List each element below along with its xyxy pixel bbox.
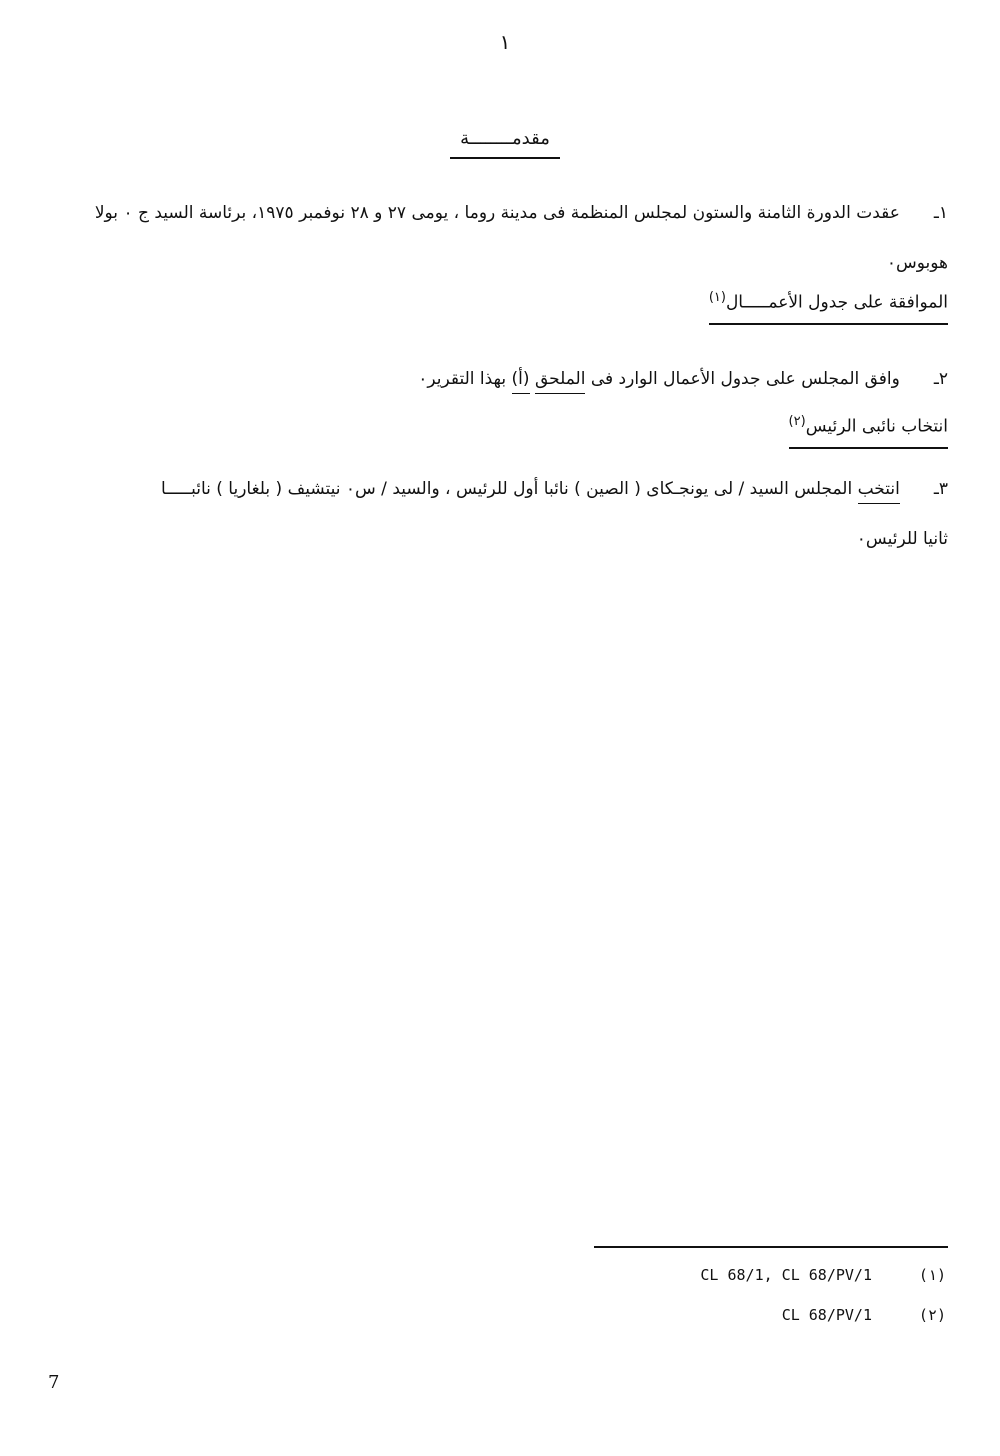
section-heading <box>420 128 590 159</box>
paragraph-3 <box>28 464 948 564</box>
paragraph-1 <box>28 188 948 288</box>
paragraph-3-underlined-word: انتخب <box>858 479 900 504</box>
paragraph-1-text: عقدت الدورة الثامنة والستون لمجلس المنظمة فى مدينة روما ، يومى ٢٧ و ٢٨ نوفمبر ١٩٧٥، برئاسة السيد ج ٠ بولا <box>94 203 900 223</box>
paragraph-2-annex-letter: (أ) <box>512 369 530 394</box>
footnote-ref-1: (١) <box>708 290 726 305</box>
page-number-top: ١ <box>499 30 511 54</box>
section-heading-text: مقدمــــــــة <box>450 128 560 159</box>
paragraph-2 <box>28 354 948 404</box>
footnote-separator <box>594 1246 948 1248</box>
subheading-agenda <box>709 290 948 325</box>
page-number-bottom: 7 <box>48 1372 60 1393</box>
paragraph-3-line-2: ثانيا للرئيس٠ <box>856 529 948 549</box>
footnote-2 <box>782 1306 946 1324</box>
paragraph-2-line-1 <box>28 354 948 404</box>
paragraph-3-text: المجلس السيد / لى يونجـكاى ( الصين ) نائبا أول للرئيس ، والسيد / س٠ نيتشيف ( بلغاريا ) نائبـــــا <box>161 479 858 499</box>
paragraph-2-annex-link: الملحق <box>535 369 586 394</box>
paragraph-1-line-2: هوبوس٠ <box>886 253 948 273</box>
paragraph-2-text-after: بهذا التقرير٠ <box>418 369 512 389</box>
paragraph-3-number: ٣ـ <box>933 479 948 499</box>
footnote-ref-2: (٢) <box>788 414 806 429</box>
footnote-1-text: CL 68/1, CL 68/PV/1 <box>700 1266 872 1284</box>
paragraph-3-line-1 <box>28 464 948 514</box>
paragraph-1-line-1 <box>28 188 948 238</box>
footnote-1 <box>700 1266 946 1284</box>
paragraph-2-text-before: وافق المجلس على جدول الأعمال الوارد فى <box>585 369 900 389</box>
footnote-2-text: CL 68/PV/1 <box>781 1306 872 1324</box>
footnote-2-number: (٢) <box>918 1306 946 1324</box>
subheading-election <box>789 414 948 449</box>
subheading-agenda-text: الموافقة على جدول الأعمـــــال <box>725 292 948 313</box>
paragraph-2-number: ٢ـ <box>933 369 948 389</box>
subheading-election-text: انتخاب نائبى الرئيس <box>805 416 948 437</box>
footnote-1-number: (١) <box>918 1266 946 1284</box>
paragraph-1-number: ١ـ <box>933 203 948 223</box>
